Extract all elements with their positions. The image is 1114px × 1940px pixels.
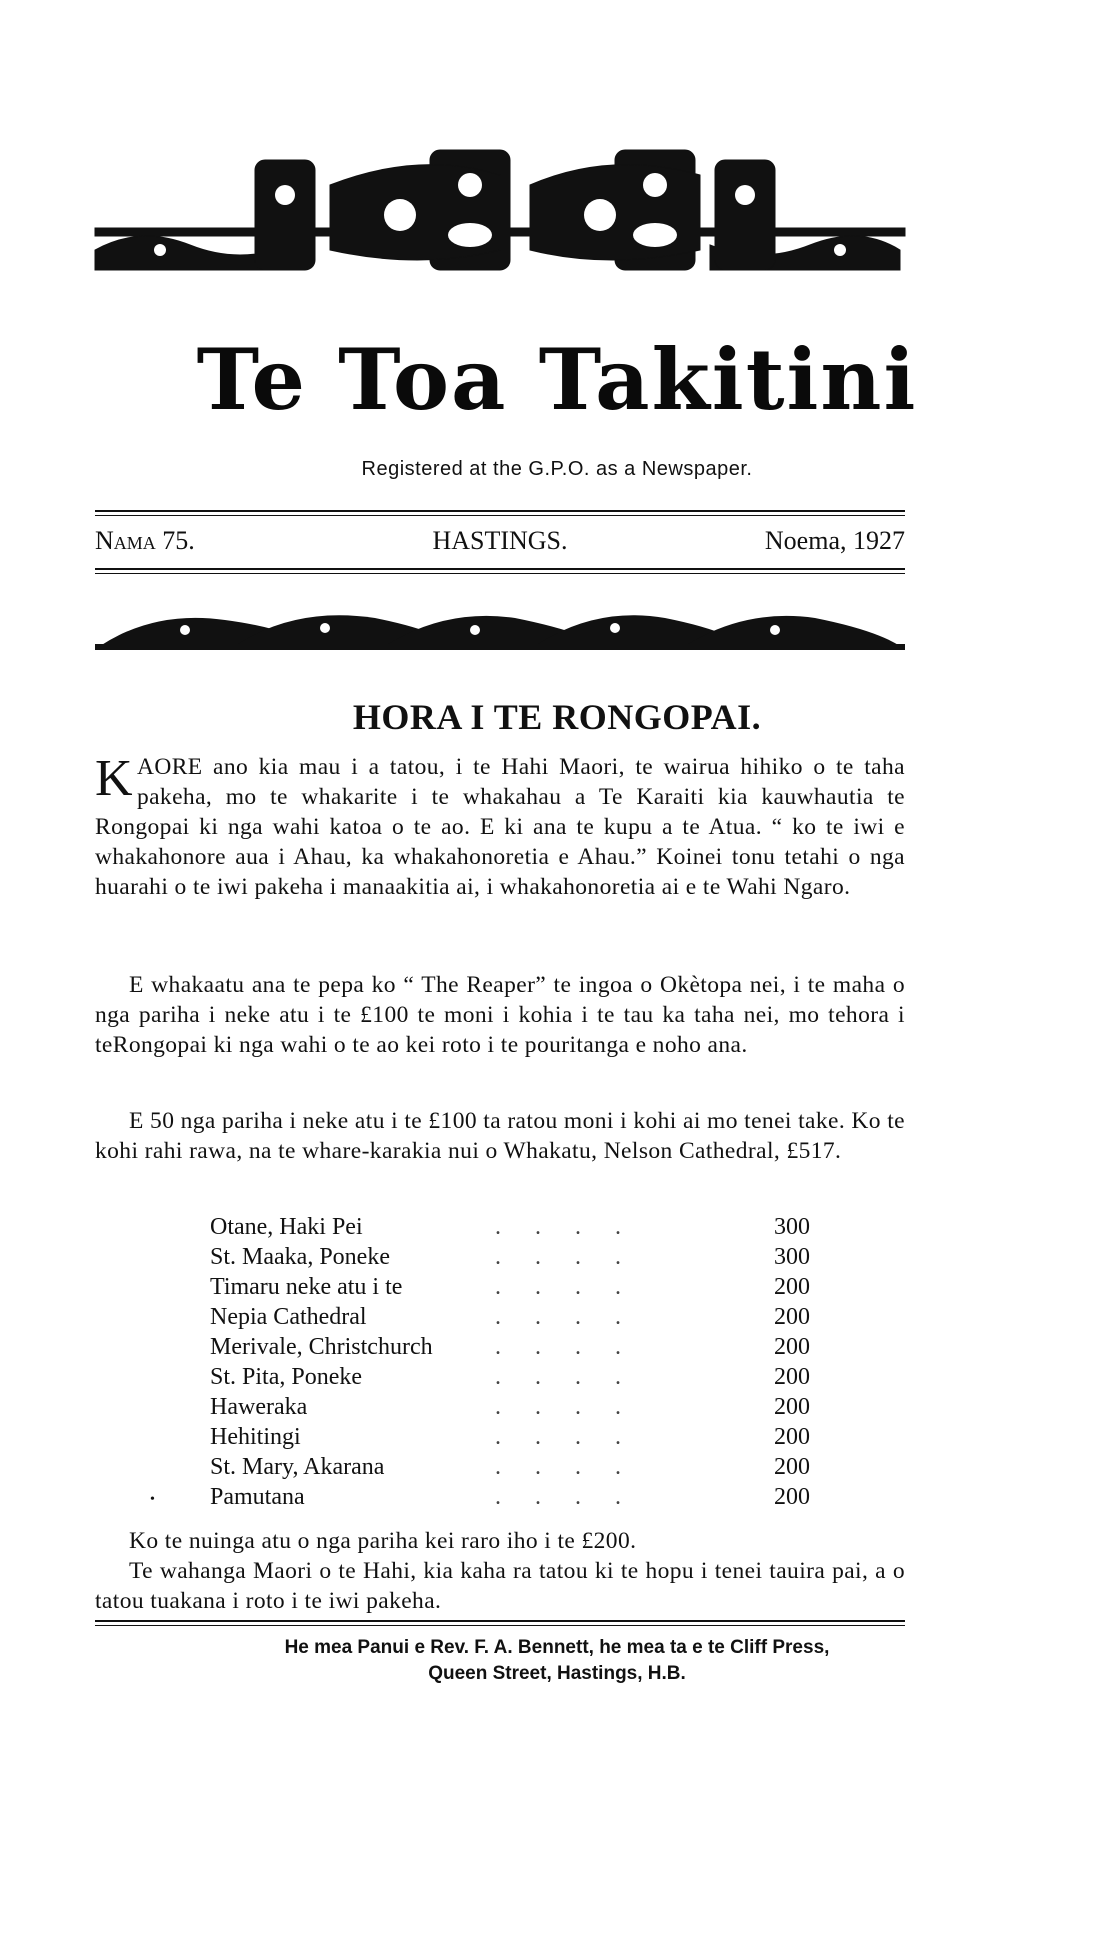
list-item: Merivale, Christchurch . . . . 200 — [210, 1334, 810, 1360]
parish-name: St. Maaka, Poneke — [210, 1244, 390, 1270]
issue-number: Nama 75. — [95, 526, 195, 555]
article-paragraph-2 — [95, 970, 905, 1060]
drop-cap: K — [95, 750, 133, 807]
header-rule-bottom — [95, 568, 905, 570]
article-paragraph-5 — [95, 1556, 905, 1616]
parish-amount: 200 — [774, 1454, 810, 1480]
header-rule-top — [95, 510, 905, 512]
footer-rule-thin — [95, 1625, 905, 1626]
parish-name: Nepia Cathedral — [210, 1304, 367, 1330]
imprint-line-1: He mea Panui e Rev. F. A. Bennett, he mea ta e te Cliff Press, — [284, 1637, 830, 1658]
header-rule-bottom-thin — [95, 573, 905, 574]
printer-imprint — [0, 1635, 1114, 1687]
bullet-mark: • — [150, 1492, 155, 1507]
parish-amount: 200 — [774, 1274, 810, 1300]
paragraph-4-text: Ko te nuinga atu o nga pariha kei raro iho i te £200. — [129, 1528, 637, 1554]
list-item: Pamutana . . . . 200 — [210, 1484, 810, 1510]
ornamental-band — [95, 600, 905, 652]
parish-name: Hehitingi — [210, 1424, 301, 1450]
parish-name: Otane, Haki Pei — [210, 1214, 363, 1240]
parish-name: Timaru neke atu i te — [210, 1274, 403, 1300]
issue-line — [95, 526, 905, 562]
list-item: Otane, Haki Pei . . . . 300 — [210, 1214, 810, 1240]
masthead-title: Te Toa Takitini — [196, 330, 918, 429]
paragraph-5-text: Te wahanga Maori o te Hahi, kia kaha ra tatou ki te hopu i tenei tauira pai, a o tatou tuakana i roto i te iwi pakeha. — [95, 1558, 905, 1614]
list-item: Hehitingi . . . . 200 — [210, 1424, 810, 1450]
parish-name: St. Mary, Akarana — [210, 1454, 385, 1480]
parish-amount: 200 — [774, 1484, 810, 1510]
parish-name: Merivale, Christchurch — [210, 1334, 433, 1360]
list-item: St. Pita, Poneke . . . . 200 — [210, 1364, 810, 1390]
article-paragraph-1 — [95, 752, 905, 902]
parish-name: Haweraka — [210, 1394, 308, 1420]
paragraph-2-text: E whakaatu ana te pepa ko “ The Reaper” te ingoa o Okètopa nei, i te maha o nga pariha i neke atu i te £100 te moni i kohia i te tau ka taha nei, mo tehora i teRongopai ki nga wahi o te ao kei roto i te pouritanga e noho ana. — [95, 972, 905, 1058]
list-item: St. Mary, Akarana . . . . 200 — [210, 1454, 810, 1480]
paragraph-3-text: E 50 nga pariha i neke atu i te £100 ta ratou moni i kohi ai mo tenei take. Ko te kohi rahi rawa, na te whare-karakia nui o Whakatu, Nelson Cathedral, £517. — [95, 1108, 905, 1164]
issue-date: Noema, 1927 — [764, 526, 905, 555]
parish-amount: 300 — [774, 1214, 810, 1240]
issue-place: HASTINGS. — [432, 526, 568, 555]
parish-amount: 200 — [774, 1364, 810, 1390]
carved-ornament-header — [0, 0, 1114, 300]
parish-amount: 200 — [774, 1334, 810, 1360]
list-item: Timaru neke atu i te . . . . 200 — [210, 1274, 810, 1300]
list-item: Haweraka . . . . 200 — [210, 1394, 810, 1420]
parish-amount: 200 — [774, 1424, 810, 1450]
header-rule-top-thin — [95, 515, 905, 516]
article-paragraph-4 — [95, 1526, 905, 1556]
parish-list — [210, 1212, 810, 1512]
article-heading: HORA I TE RONGOPAI. — [352, 697, 762, 737]
list-item: St. Maaka, Poneke . . . . 300 — [210, 1244, 810, 1270]
parish-amount: 200 — [774, 1394, 810, 1420]
footer-rule — [95, 1620, 905, 1622]
registration-note: Registered at the G.P.O. as a Newspaper. — [361, 458, 753, 480]
parish-amount: 300 — [774, 1244, 810, 1270]
list-item: Nepia Cathedral . . . . 200 — [210, 1304, 810, 1330]
parish-name: St. Pita, Poneke — [210, 1364, 363, 1390]
parish-amount: 200 — [774, 1304, 810, 1330]
imprint-line-2: Queen Street, Hastings, H.B. — [428, 1663, 686, 1684]
parish-name: Pamutana — [210, 1484, 305, 1510]
article-paragraph-3 — [95, 1106, 905, 1166]
paragraph-1-text: AORE ano kia mau i a tatou, i te Hahi Maori, te wairua hihiko o te taha pakeha, mo te whakarite i te whakahau a Te Karaiti kia kauwhautia te Rongopai ki nga wahi katoa o te ao. E ki ana te kupu a te Atua. “ ko te iwi e whakahonore aua i Ahau, ka whakahonoretia e Ahau.” Koinei tonu tetahi o nga huarahi o te iwi pakeha i manaakitia ai, i whakahonoretia ai e te Wahi Ngaro. — [95, 754, 905, 900]
